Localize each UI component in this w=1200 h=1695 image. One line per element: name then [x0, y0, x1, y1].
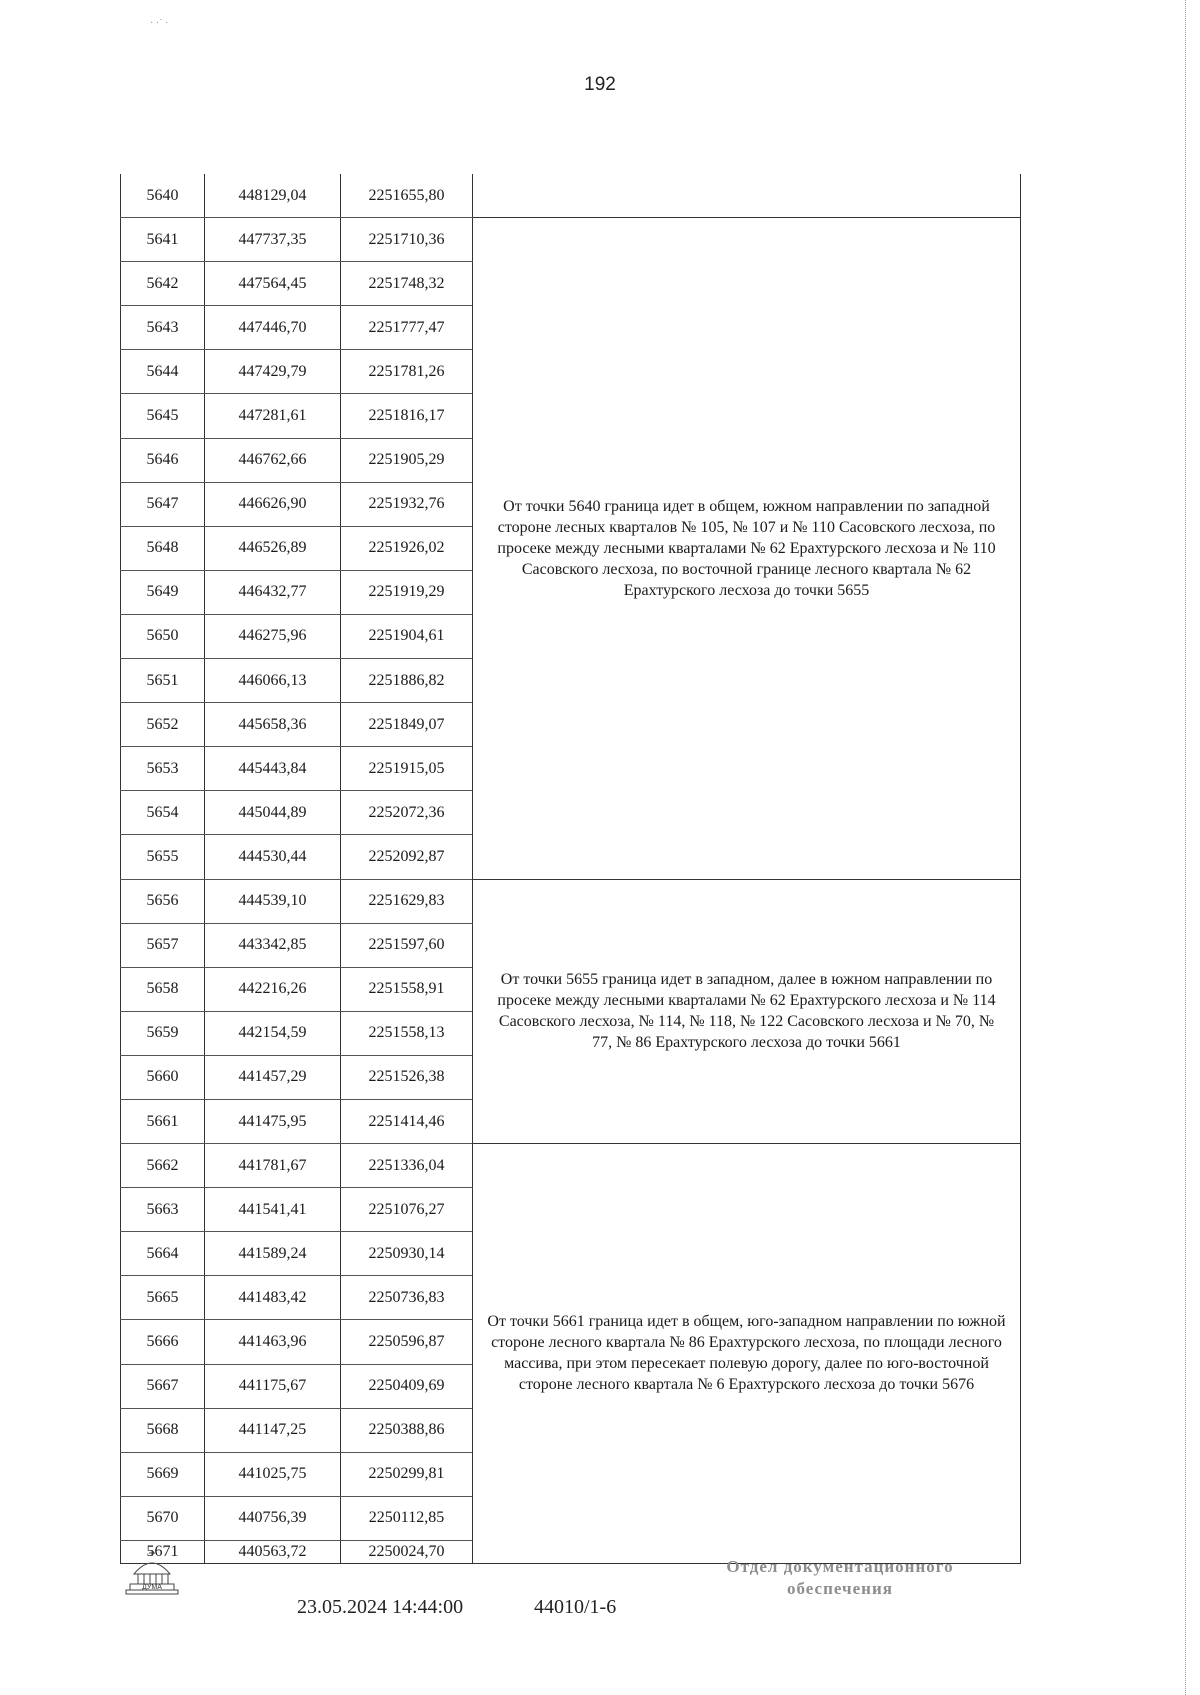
- footer-doc-number: 44010/1-6: [534, 1596, 617, 1618]
- x-coordinate-cell: 447446,70: [205, 306, 341, 350]
- table-row: [121, 174, 1021, 218]
- y-coordinate-cell: 2251915,05: [341, 747, 473, 791]
- y-coordinate-cell: 2250112,85: [341, 1496, 473, 1540]
- x-coordinate-cell: 446066,13: [205, 659, 341, 703]
- y-coordinate-cell: 2251558,91: [341, 967, 473, 1011]
- y-coordinate-cell: 2251886,82: [341, 659, 473, 703]
- point-number-cell: 5666: [121, 1320, 205, 1364]
- x-coordinate-cell: 441589,24: [205, 1232, 341, 1276]
- point-number-cell: 5659: [121, 1011, 205, 1055]
- y-coordinate-cell: 2250409,69: [341, 1364, 473, 1408]
- x-coordinate-cell: 446626,90: [205, 482, 341, 526]
- y-coordinate-cell: 2251414,46: [341, 1099, 473, 1143]
- point-number-cell: 5653: [121, 747, 205, 791]
- x-coordinate-cell: 441175,67: [205, 1364, 341, 1408]
- x-coordinate-cell: 441463,96: [205, 1320, 341, 1364]
- y-coordinate-cell: 2251748,32: [341, 262, 473, 306]
- y-coordinate-cell: 2250596,87: [341, 1320, 473, 1364]
- point-number-cell: 5643: [121, 306, 205, 350]
- x-coordinate-cell: 444530,44: [205, 835, 341, 879]
- x-coordinate-cell: 441147,25: [205, 1408, 341, 1452]
- point-number-cell: 5648: [121, 526, 205, 570]
- point-number-cell: 5646: [121, 438, 205, 482]
- x-coordinate-cell: 445443,84: [205, 747, 341, 791]
- x-coordinate-cell: 441541,41: [205, 1188, 341, 1232]
- x-coordinate-cell: 444539,10: [205, 879, 341, 923]
- x-coordinate-cell: 441025,75: [205, 1452, 341, 1496]
- y-coordinate-cell: 2251336,04: [341, 1144, 473, 1188]
- point-number-cell: 5670: [121, 1496, 205, 1540]
- duma-logo-icon: [122, 1548, 182, 1596]
- x-coordinate-cell: 447429,79: [205, 350, 341, 394]
- x-coordinate-cell: 448129,04: [205, 174, 341, 218]
- y-coordinate-cell: 2250388,86: [341, 1408, 473, 1452]
- boundary-description-cell: [473, 174, 1021, 218]
- point-number-cell: 5657: [121, 923, 205, 967]
- y-coordinate-cell: 2251558,13: [341, 1011, 473, 1055]
- point-number-cell: 5669: [121, 1452, 205, 1496]
- point-number-cell: 5650: [121, 614, 205, 658]
- point-number-cell: 5652: [121, 703, 205, 747]
- y-coordinate-cell: 2250736,83: [341, 1276, 473, 1320]
- point-number-cell: 5667: [121, 1364, 205, 1408]
- point-number-cell: 5655: [121, 835, 205, 879]
- y-coordinate-cell: 2251781,26: [341, 350, 473, 394]
- y-coordinate-cell: 2250299,81: [341, 1452, 473, 1496]
- scan-artifact: · ·˙ ·: [150, 18, 169, 29]
- point-number-cell: 5660: [121, 1055, 205, 1099]
- y-coordinate-cell: 2251076,27: [341, 1188, 473, 1232]
- x-coordinate-cell: 441483,42: [205, 1276, 341, 1320]
- coordinates-table: [120, 174, 1021, 1564]
- x-coordinate-cell: 445658,36: [205, 703, 341, 747]
- x-coordinate-cell: 441475,95: [205, 1099, 341, 1143]
- y-coordinate-cell: 2251849,07: [341, 703, 473, 747]
- y-coordinate-cell: 2251919,29: [341, 570, 473, 614]
- point-number-cell: 5668: [121, 1408, 205, 1452]
- point-number-cell: 5644: [121, 350, 205, 394]
- x-coordinate-cell: 446526,89: [205, 526, 341, 570]
- point-number-cell: 5663: [121, 1188, 205, 1232]
- y-coordinate-cell: 2252092,87: [341, 835, 473, 879]
- y-coordinate-cell: 2250024,70: [341, 1540, 473, 1563]
- department-stamp: [690, 1556, 990, 1600]
- boundary-description-cell: От точки 5640 граница идет в общем, южном направлении по западной стороне лесных кварталов № 105, № 107 и № 110 Сасовского лесхоза, по просеке между лесными кварталами № 62 Ерахтурского лесхоза и № 110 Сасовского лесхоза, по восточной границе лесного квартала № 62 Ерахтурского лесхоза до точки 5655: [473, 218, 1021, 879]
- x-coordinate-cell: 447737,35: [205, 218, 341, 262]
- y-coordinate-cell: 2251597,60: [341, 923, 473, 967]
- x-coordinate-cell: 445044,89: [205, 791, 341, 835]
- table-row: [121, 879, 1021, 923]
- x-coordinate-cell: 442216,26: [205, 967, 341, 1011]
- point-number-cell: 5664: [121, 1232, 205, 1276]
- point-number-cell: 5658: [121, 967, 205, 1011]
- y-coordinate-cell: 2251926,02: [341, 526, 473, 570]
- point-number-cell: 5641: [121, 218, 205, 262]
- y-coordinate-cell: 2251904,61: [341, 614, 473, 658]
- y-coordinate-cell: 2251710,36: [341, 218, 473, 262]
- point-number-cell: 5662: [121, 1144, 205, 1188]
- point-number-cell: 5671: [121, 1540, 205, 1563]
- x-coordinate-cell: 441457,29: [205, 1055, 341, 1099]
- y-coordinate-cell: 2251655,80: [341, 174, 473, 218]
- x-coordinate-cell: 447564,45: [205, 262, 341, 306]
- stamp-line-2: обеспечения: [787, 1579, 893, 1598]
- x-coordinate-cell: 440563,72: [205, 1540, 341, 1563]
- x-coordinate-cell: 446432,77: [205, 570, 341, 614]
- point-number-cell: 5654: [121, 791, 205, 835]
- y-coordinate-cell: 2251816,17: [341, 394, 473, 438]
- x-coordinate-cell: 446275,96: [205, 614, 341, 658]
- y-coordinate-cell: 2251629,83: [341, 879, 473, 923]
- page-number: 192: [584, 74, 616, 95]
- x-coordinate-cell: 443342,85: [205, 923, 341, 967]
- scan-edge: [1185, 0, 1194, 1695]
- y-coordinate-cell: 2251526,38: [341, 1055, 473, 1099]
- logo-text: ДУМА: [142, 1584, 162, 1591]
- x-coordinate-cell: 440756,39: [205, 1496, 341, 1540]
- stamp-line-1: Отдел документационного: [726, 1557, 954, 1576]
- point-number-cell: 5645: [121, 394, 205, 438]
- point-number-cell: 5661: [121, 1099, 205, 1143]
- boundary-description-cell: От точки 5661 граница идет в общем, юго-западном направлении по южной стороне лесного квартала № 86 Ерахтурского лесхоза, по площади лесного массива, при этом пересекает полевую дорогу, далее по юго-восточной стороне лесного квартала № 6 Ерахтурского лесхоза до точки 5676: [473, 1144, 1021, 1564]
- y-coordinate-cell: 2252072,36: [341, 791, 473, 835]
- x-coordinate-cell: 446762,66: [205, 438, 341, 482]
- point-number-cell: 5642: [121, 262, 205, 306]
- table-row: [121, 1144, 1021, 1188]
- point-number-cell: 5665: [121, 1276, 205, 1320]
- point-number-cell: 5640: [121, 174, 205, 218]
- y-coordinate-cell: 2251932,76: [341, 482, 473, 526]
- point-number-cell: 5649: [121, 570, 205, 614]
- point-number-cell: 5656: [121, 879, 205, 923]
- boundary-description-cell: От точки 5655 граница идет в западном, далее в южном направлении по просеке между лесными кварталами № 62 Ерахтурского лесхоза и № 114 Сасовского лесхоза, № 114, № 118, № 122 Сасовского лесхоза и № 70, № 77, № 86 Ерахтурского лесхоза до точки 5661: [473, 879, 1021, 1144]
- x-coordinate-cell: 442154,59: [205, 1011, 341, 1055]
- footer-datetime: 23.05.2024 14:44:00: [297, 1596, 464, 1618]
- y-coordinate-cell: 2251905,29: [341, 438, 473, 482]
- table-row: [121, 218, 1021, 262]
- x-coordinate-cell: 447281,61: [205, 394, 341, 438]
- y-coordinate-cell: 2250930,14: [341, 1232, 473, 1276]
- point-number-cell: 5647: [121, 482, 205, 526]
- y-coordinate-cell: 2251777,47: [341, 306, 473, 350]
- x-coordinate-cell: 441781,67: [205, 1144, 341, 1188]
- coordinates-table-body: [121, 174, 1021, 1563]
- point-number-cell: 5651: [121, 659, 205, 703]
